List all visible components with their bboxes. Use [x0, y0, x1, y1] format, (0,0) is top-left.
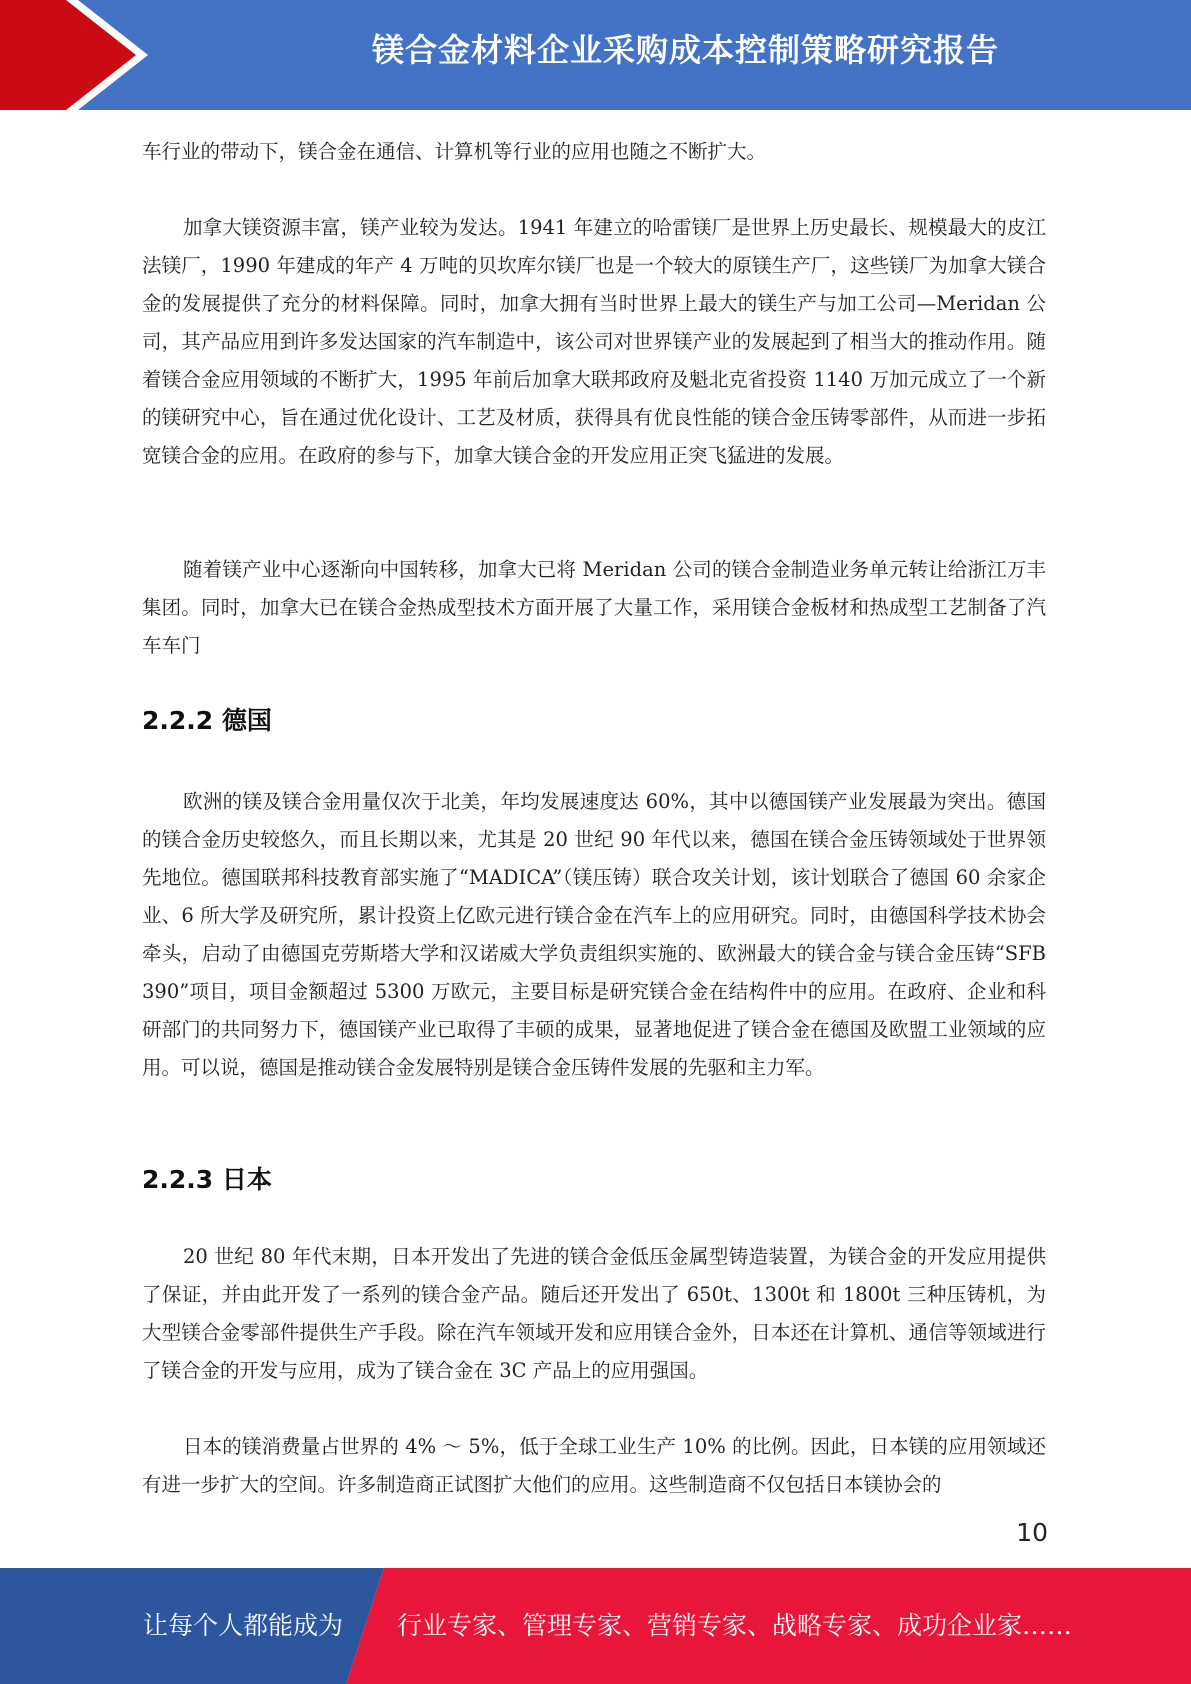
page-number: 10	[1016, 1518, 1048, 1547]
paragraph: 20 世纪 80 年代末期，日本开发出了先进的镁合金低压金属型铸造装置，为镁合金的开发应用提供了保证，并由此开发了一系列的镁合金产品。随后还开发出了 650t、1300t 和 1800t 三种压铸机，为大型镁合金零部件提供生产手段。除在汽车领域开发和应用镁合金外，日本还在计算机、通信等领域进行了镁合金的开发与应用，成为了镁合金在 3C 产品上的应用强国。	[142, 1245, 1046, 1382]
report-title: 镁合金材料企业采购成本控制策略研究报告	[371, 31, 999, 69]
page-footer	[0, 1568, 1191, 1684]
paragraph: 车行业的带动下，镁合金在通信、计算机等行业的应用也随之不断扩大。	[142, 140, 767, 163]
paragraph: 加拿大镁资源丰富，镁产业较为发达。1941 年建立的哈雷镁厂是世界上历史最长、规模最大的皮江法镁厂，1990 年建成的年产 4 万吨的贝坎库尔镁厂也是一个较大的原镁生产厂，这些镁厂为加拿大镁合金的发展提供了充分的材料保障。同时，加拿大拥有当时世界上最大的镁生产与加工公司—Meridan 公司，其产品应用到许多发达国家的汽车制造中，该公司对世界镁产业的发展起到了相当大的推动作用。随着镁合金应用领域的不断扩大，1995 年前后加拿大联邦政府及魁北克省投资 1140 万加元成立了一个新的镁研究中心，旨在通过优化设计、工艺及材质，获得具有优良性能的镁合金压铸零部件，从而进一步拓宽镁合金的应用。在政府的参与下，加拿大镁合金的开发应用正突飞猛进的发展。	[142, 216, 1046, 467]
section-heading: 2.2.3 日本	[142, 1165, 272, 1194]
section-heading-germany	[142, 701, 1046, 737]
body-paragraph-canada	[142, 209, 1046, 475]
footer-slogan-left: 让每个人都能成为	[143, 1611, 344, 1640]
body-paragraph-canada-2	[142, 551, 1046, 665]
footer-slogan-right: 行业专家、管理专家、营销专家、战略专家、成功企业家……	[397, 1611, 1073, 1640]
body-paragraph-japan-2	[142, 1428, 1046, 1504]
body-text-fragment	[142, 133, 1046, 171]
body-paragraph-japan	[142, 1238, 1046, 1390]
paragraph: 欧洲的镁及镁合金用量仅次于北美，年均发展速度达 60%，其中以德国镁产业发展最为突出。德国的镁合金历史较悠久，而且长期以来，尤其是 20 世纪 90 年代以来，德国在镁合金压铸领域处于世界领先地位。德国联邦科技教育部实施了“MADICA”（镁压铸）联合攻关计划，该计划联合了德国 60 余家企业、6 所大学及研究所，累计投资上亿欧元进行镁合金在汽车上的应用研究。同时，由德国科学技术协会牵头，启动了由德国克劳斯塔大学和汉诺威大学负责组织实施的、欧洲最大的镁合金与镁合金压铸“SFB 390”项目，项目金额超过 5300 万欧元，主要目标是研究镁合金在结构件中的应用。在政府、企业和科研部门的共同努力下，德国镁产业已取得了丰硕的成果，显著地促进了镁合金在德国及欧盟工业领域的应用。可以说，德国是推动镁合金发展特别是镁合金压铸件发展的先驱和主力军。	[142, 790, 1046, 1079]
paragraph: 日本的镁消费量占世界的 4% ～ 5%，低于全球工业生产 10% 的比例。因此，日本镁的应用领域还有进一步扩大的空间。许多制造商正试图扩大他们的应用。这些制造商不仅包括日本镁协会的	[142, 1435, 1046, 1496]
page-header	[0, 0, 1191, 110]
paragraph: 随着镁产业中心逐渐向中国转移，加拿大已将 Meridan 公司的镁合金制造业务单元转让给浙江万丰集团。同时，加拿大已在镁合金热成型技术方面开展了大量工作，采用镁合金板材和热成型工艺制备了汽车车门	[142, 558, 1046, 657]
body-paragraph-germany	[142, 783, 1046, 1087]
section-heading: 2.2.2 德国	[142, 706, 272, 735]
section-heading-japan	[142, 1160, 1046, 1196]
